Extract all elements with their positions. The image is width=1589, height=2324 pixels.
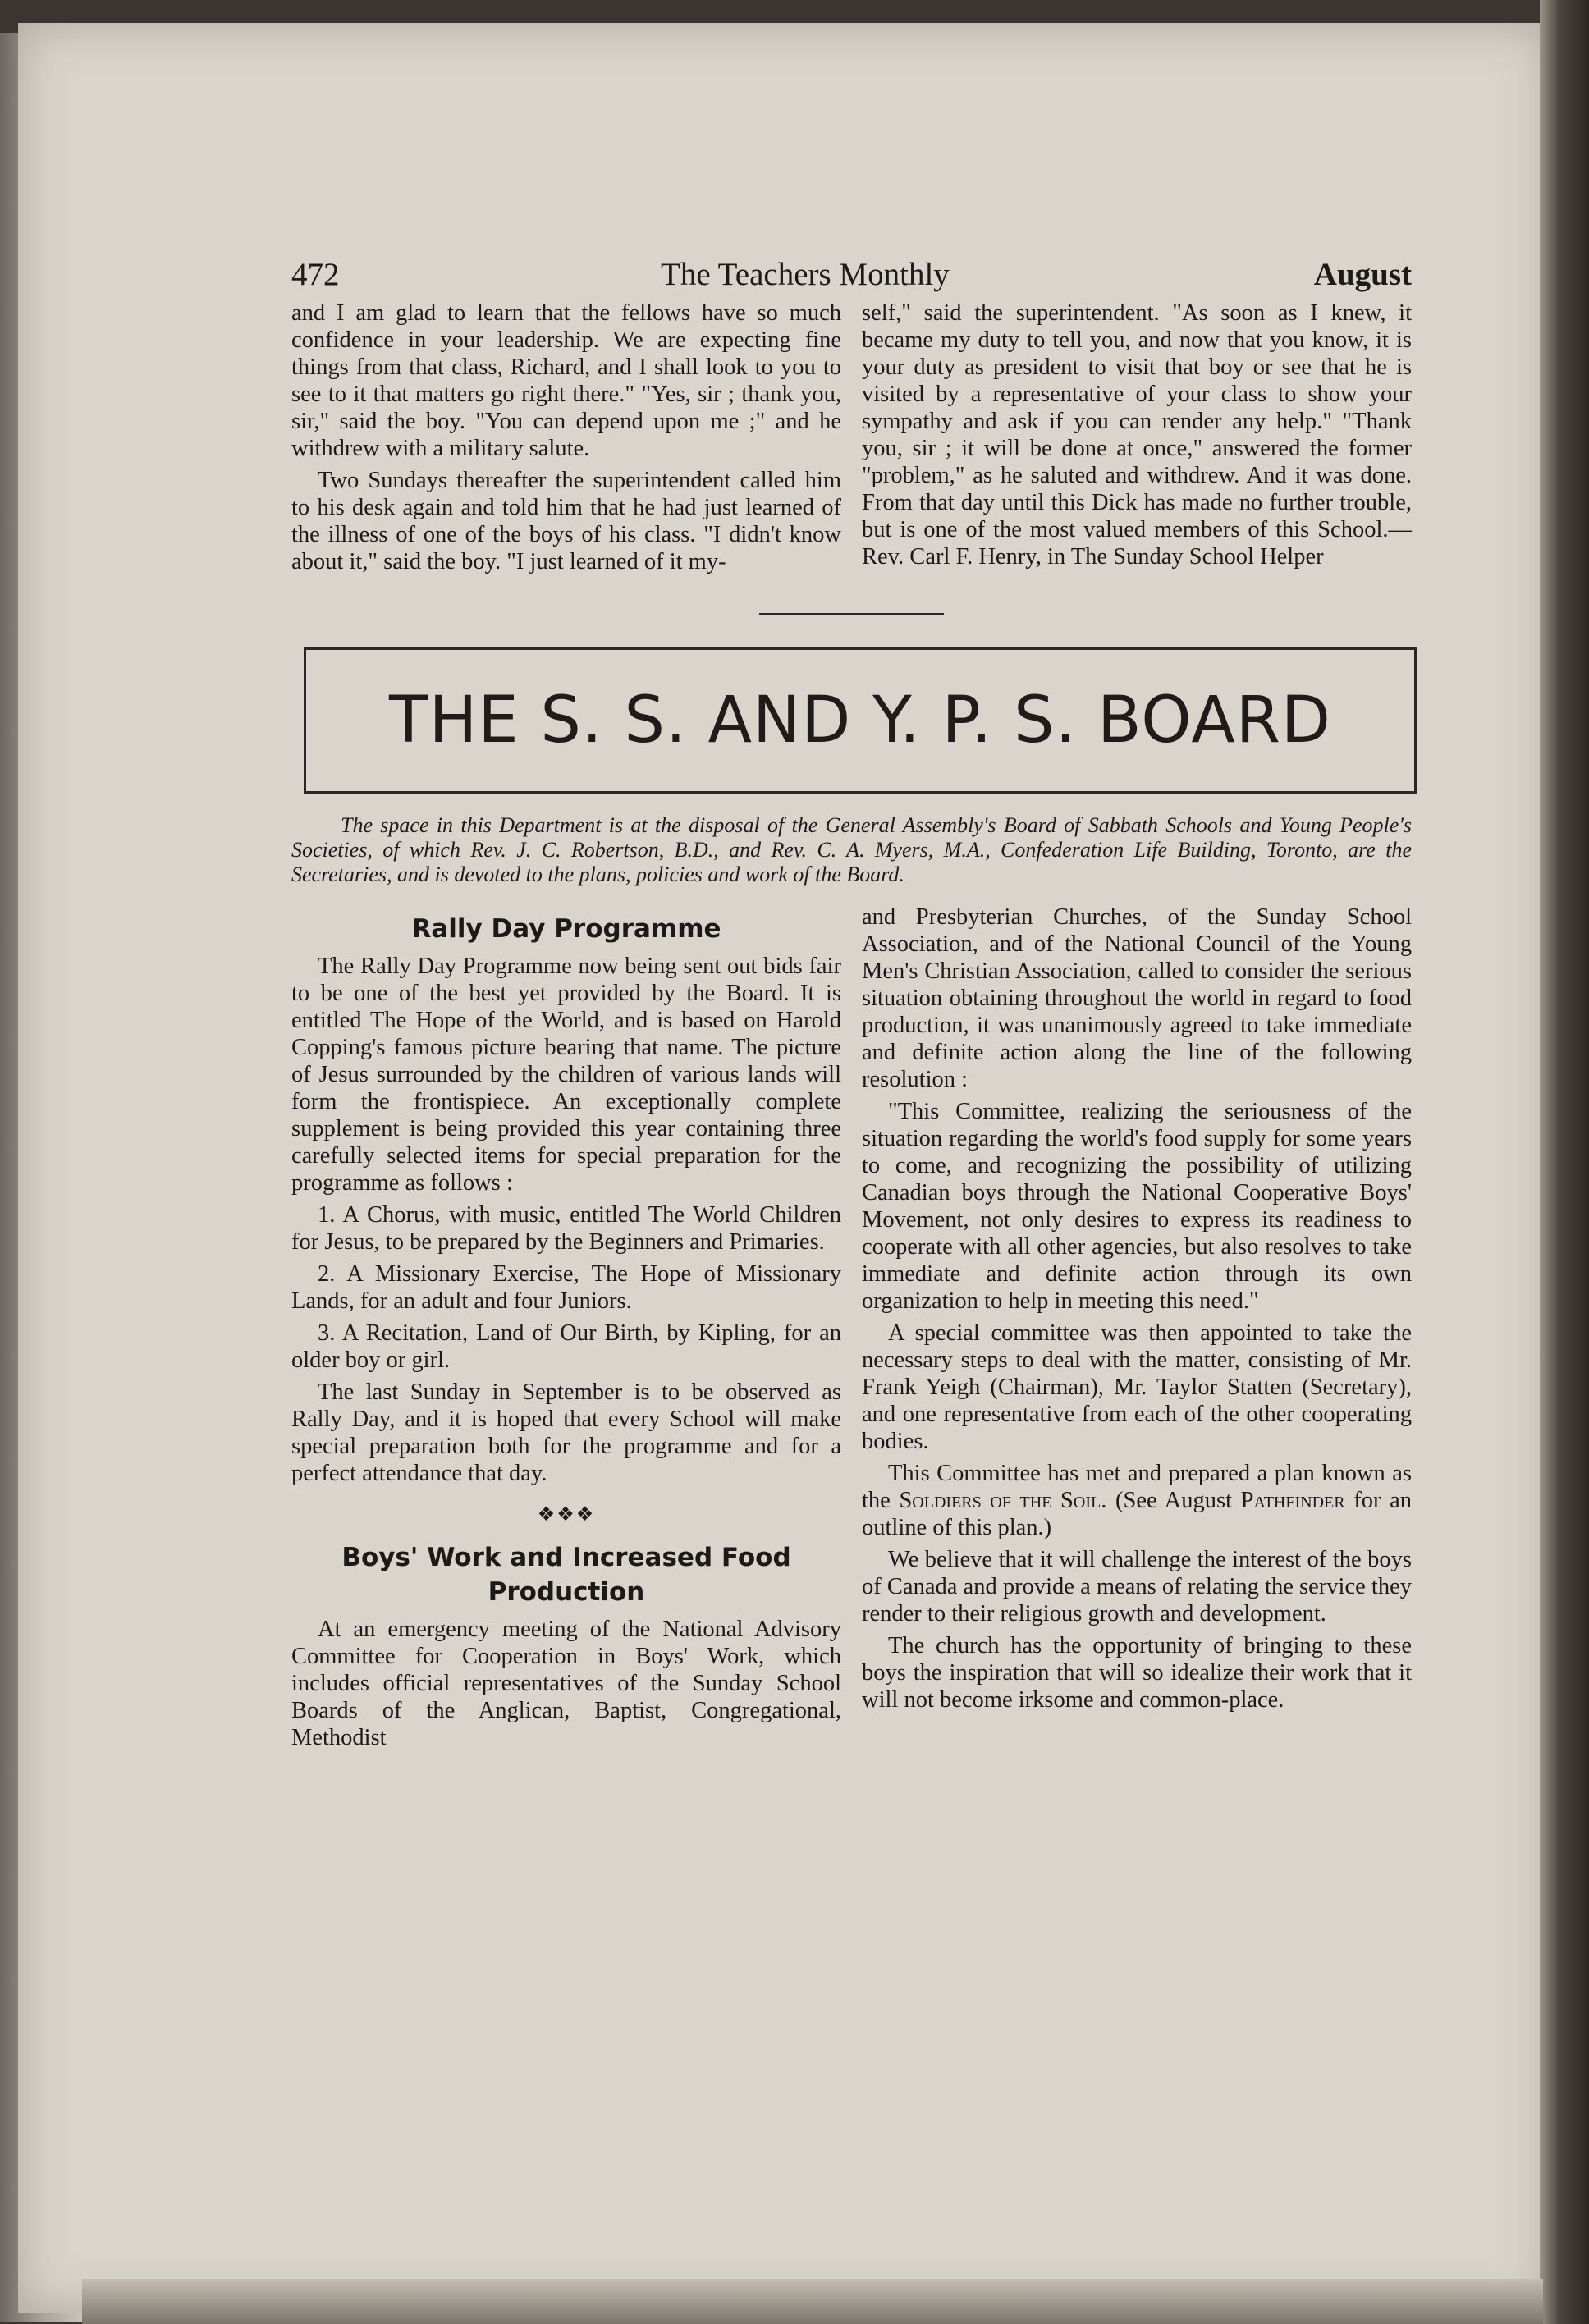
paragraph: A special committee was then appointed to take the necessary steps to deal with the matter, consisting of Mr. Frank Yeigh (Chairman), Mr. Taylor Statten (Secretary), and one representative from each of the other cooperating bodies. <box>862 1320 1412 1454</box>
book-page-edge <box>82 2279 1543 2324</box>
board-intro: The space in this Department is at the disposal of the General Assembly's Board of Sabbath Schools and Young People's Societies, of which Rev. J. C. Robertson, B.D., and Rev. C. A. Myers, M.A., Confederation Life Building, Toronto, are the Secretaries, and is devoted to the plans, policies and work of the Board. <box>291 813 1412 886</box>
paragraph: At an emergency meeting of the National Advisory Committee for Cooperation in Boys' Work, which includes official representatives of the Sunday School Boards of the Anglican, Baptist, Congregational, Methodist <box>291 1617 841 1750</box>
text-span: . (See August <box>1101 1488 1241 1513</box>
paragraph: 2. A Missionary Exercise, The Hope of Missionary Lands, for an adult and four Juniors. <box>291 1261 841 1314</box>
paragraph: The Rally Day Programme now being sent out bids fair to be one of the best yet provided by the Board. It is entitled The Hope of the World, and is based on Harold Copping's famous picture bearing that name. The picture of Jesus surrounded by the children of various lands will form the frontispiece. An exceptionally complete supplement is being provided this year containing three carefully selected items for special preparation for the programme as follows : <box>291 954 841 1196</box>
paragraph: Two Sundays thereafter the superintendent called him to his desk again and told him that he had just learned of the illness of one of the boys of his class. "I didn't know about it," said the boy. "I just learned of it my- <box>291 468 841 574</box>
paragraph: self," said the superintendent. "As soon as I knew, it became my duty to tell you, and now that you know, it is your duty as president to visit that boy or see that he is visited by a representative of your class to show your sympathy and ask if you can render any help." "Thank you, sir ; it will be done at once," answered the former "problem," as he saluted and withdrew. And it was done. From that day until this Dick has made no further trouble, but is one of the most valued members of this School.—Rev. Carl F. Henry, in The Sunday School Helper <box>862 300 1412 570</box>
paragraph: 1. A Chorus, with music, entitled The World Children for Jesus, to be prepared by the Beginners and Primaries. <box>291 1202 841 1255</box>
page-number: 472 <box>291 257 340 292</box>
paragraph: "This Committee, realizing the seriousness of the situation regarding the world's food supply for some years to come, and recognizing the possibility of utilizing Canadian boys through the National Cooperative Boys' Movement, not only desires to express its readiness to cooperate with all other agencies, but also resolves to take immediate and definite action through its own organization to help in meeting this need." <box>862 1099 1412 1314</box>
board-title: THE S. S. AND Y. P. S. BOARD <box>389 683 1331 757</box>
ornament-divider: ❖❖❖ <box>537 1504 596 1526</box>
running-header <box>291 250 1412 300</box>
text-span: This Committee has met and prepared a plan known as the <box>862 1461 1412 1513</box>
paragraph: and I am glad to learn that the fellows have so much confidence in your leadership. We are expecting fine things from that class, Richard, and I shall look to you to see to it that matters go right there." "Yes, sir ; thank you, sir," said the boy. "You can depend upon me ;" and he withdrew with a military salute. <box>291 300 841 461</box>
paragraph: The church has the opportunity of bringing to these boys the inspiration that will so idealize their work that it will not become irksome and common-place. <box>862 1633 1412 1713</box>
section-divider <box>759 613 944 615</box>
text-span: for an outline of this plan.) <box>862 1488 1412 1540</box>
paragraph <box>862 1460 1412 1541</box>
paragraph: 3. A Recitation, Land of Our Birth, by Kipling, for an older boy or girl. <box>291 1320 841 1373</box>
paragraph: We believe that it will challenge the interest of the boys of Canada and provide a means of relating the service they render to their religious growth and development. <box>862 1547 1412 1626</box>
soldiers-of-the-soil-text: Soldiers of the Soil <box>899 1488 1101 1513</box>
board-left-column <box>291 904 841 1751</box>
rally-day-heading: Rally Day Programme <box>411 914 721 944</box>
board-banner <box>304 647 1417 794</box>
paragraph: The last Sunday in September is to be observed as Rally Day, and it is hoped that every School will make special preparation both for the programme and for a perfect attendance that day. <box>291 1379 841 1486</box>
board-article-columns <box>291 904 1412 1751</box>
board-right-column <box>862 904 1412 1751</box>
page-content <box>291 250 1412 1751</box>
top-article-columns <box>291 300 1412 575</box>
boys-work-heading: Boys' Work and Increased Food Production <box>341 1543 791 1607</box>
paragraph: and Presbyterian Churches, of the Sunday School Association, and of the National Council of the Young Men's Christian Association, called to consider the serious situation obtaining throughout the world in regard to food production, it was unanimously agreed to take immediate and definite action along the line of the following resolution : <box>862 904 1412 1092</box>
top-right-column <box>862 300 1412 575</box>
magazine-title: The Teachers Monthly <box>661 257 950 292</box>
issue-month: August <box>1313 257 1412 292</box>
top-left-column <box>291 300 841 575</box>
book-binding-right <box>1540 0 1589 2324</box>
pathfinder-text: Pathfinder <box>1240 1488 1345 1513</box>
